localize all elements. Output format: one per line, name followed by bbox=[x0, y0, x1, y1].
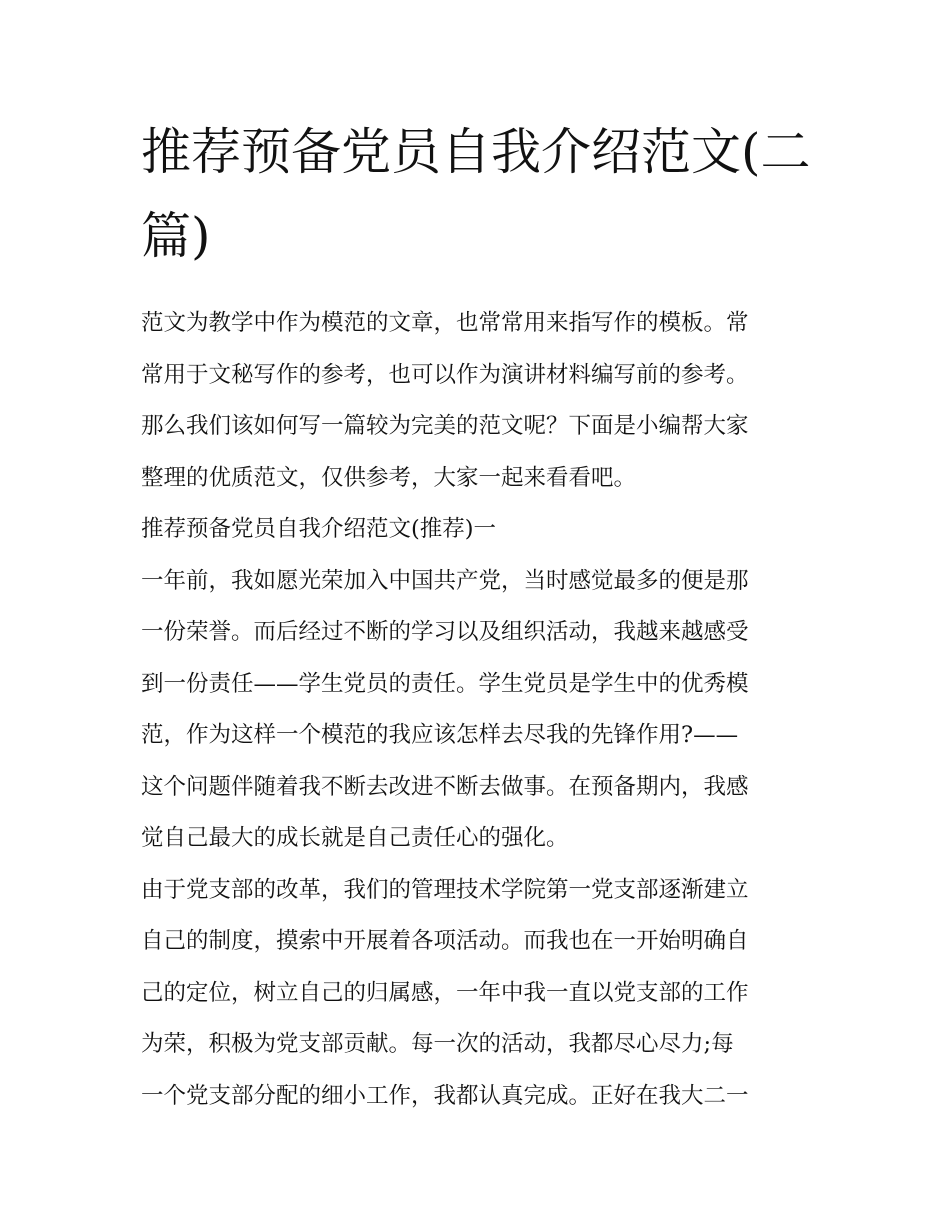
title-line-1: 推荐预备党员自我介绍范文(二 bbox=[141, 123, 811, 181]
paragraph-1-line-5: 这个问题伴随着我不断去改进不断去做事。在预备期内，我感 bbox=[141, 773, 749, 800]
paragraph-2-line-3: 己的定位，树立自己的归属感，一年中我一直以党支部的工作 bbox=[141, 979, 749, 1006]
paragraph-1-line-1: 一年前，我如愿光荣加入中国共产党，当时感觉最多的便是那 bbox=[141, 567, 749, 594]
paragraph-1-line-6: 觉自己最大的成长就是自己责任心的强化。 bbox=[141, 825, 569, 851]
intro-line-2: 常用于文秘写作的参考，也可以作为演讲材料编写前的参考。 bbox=[141, 361, 749, 388]
intro-line-4: 整理的优质范文，仅供参考，大家一起来看看吧。 bbox=[141, 464, 637, 491]
paragraph-2-line-4: 为荣，积极为党支部贡献。每一次的活动，我都尽心尽力;每 bbox=[141, 1031, 734, 1057]
paragraph-1-line-2: 一份荣誉。而后经过不断的学习以及组织活动，我越来越感受 bbox=[141, 619, 749, 645]
paragraph-2-line-1: 由于党支部的改革，我们的管理技术学院第一党支部逐渐建立 bbox=[141, 876, 749, 903]
paragraph-2-line-5: 一个党支部分配的细小工作，我都认真完成。正好在我大二一 bbox=[141, 1082, 749, 1109]
document-title bbox=[141, 110, 813, 278]
intro-line-1: 范文为教学中作为模范的文章，也常常用来指写作的模板。常 bbox=[141, 310, 749, 336]
paragraph-2-line-2: 自己的制度，摸索中开展着各项活动。而我也在一开始明确自 bbox=[141, 928, 749, 954]
document-page bbox=[141, 110, 813, 1122]
paragraph-1-line-4: 范，作为这样一个模范的我应该怎样去尽我的先锋作用?—— bbox=[141, 722, 739, 748]
section-heading: 推荐预备党员自我介绍范文(推荐)一 bbox=[141, 516, 497, 542]
document-body bbox=[141, 298, 813, 1122]
intro-line-3: 那么我们该如何写一篇较为完美的范文呢？下面是小编帮大家 bbox=[141, 413, 749, 439]
title-line-2: 篇) bbox=[141, 207, 211, 265]
paragraph-1-line-3: 到一份责任——学生党员的责任。学生党员是学生中的优秀模 bbox=[141, 670, 749, 697]
